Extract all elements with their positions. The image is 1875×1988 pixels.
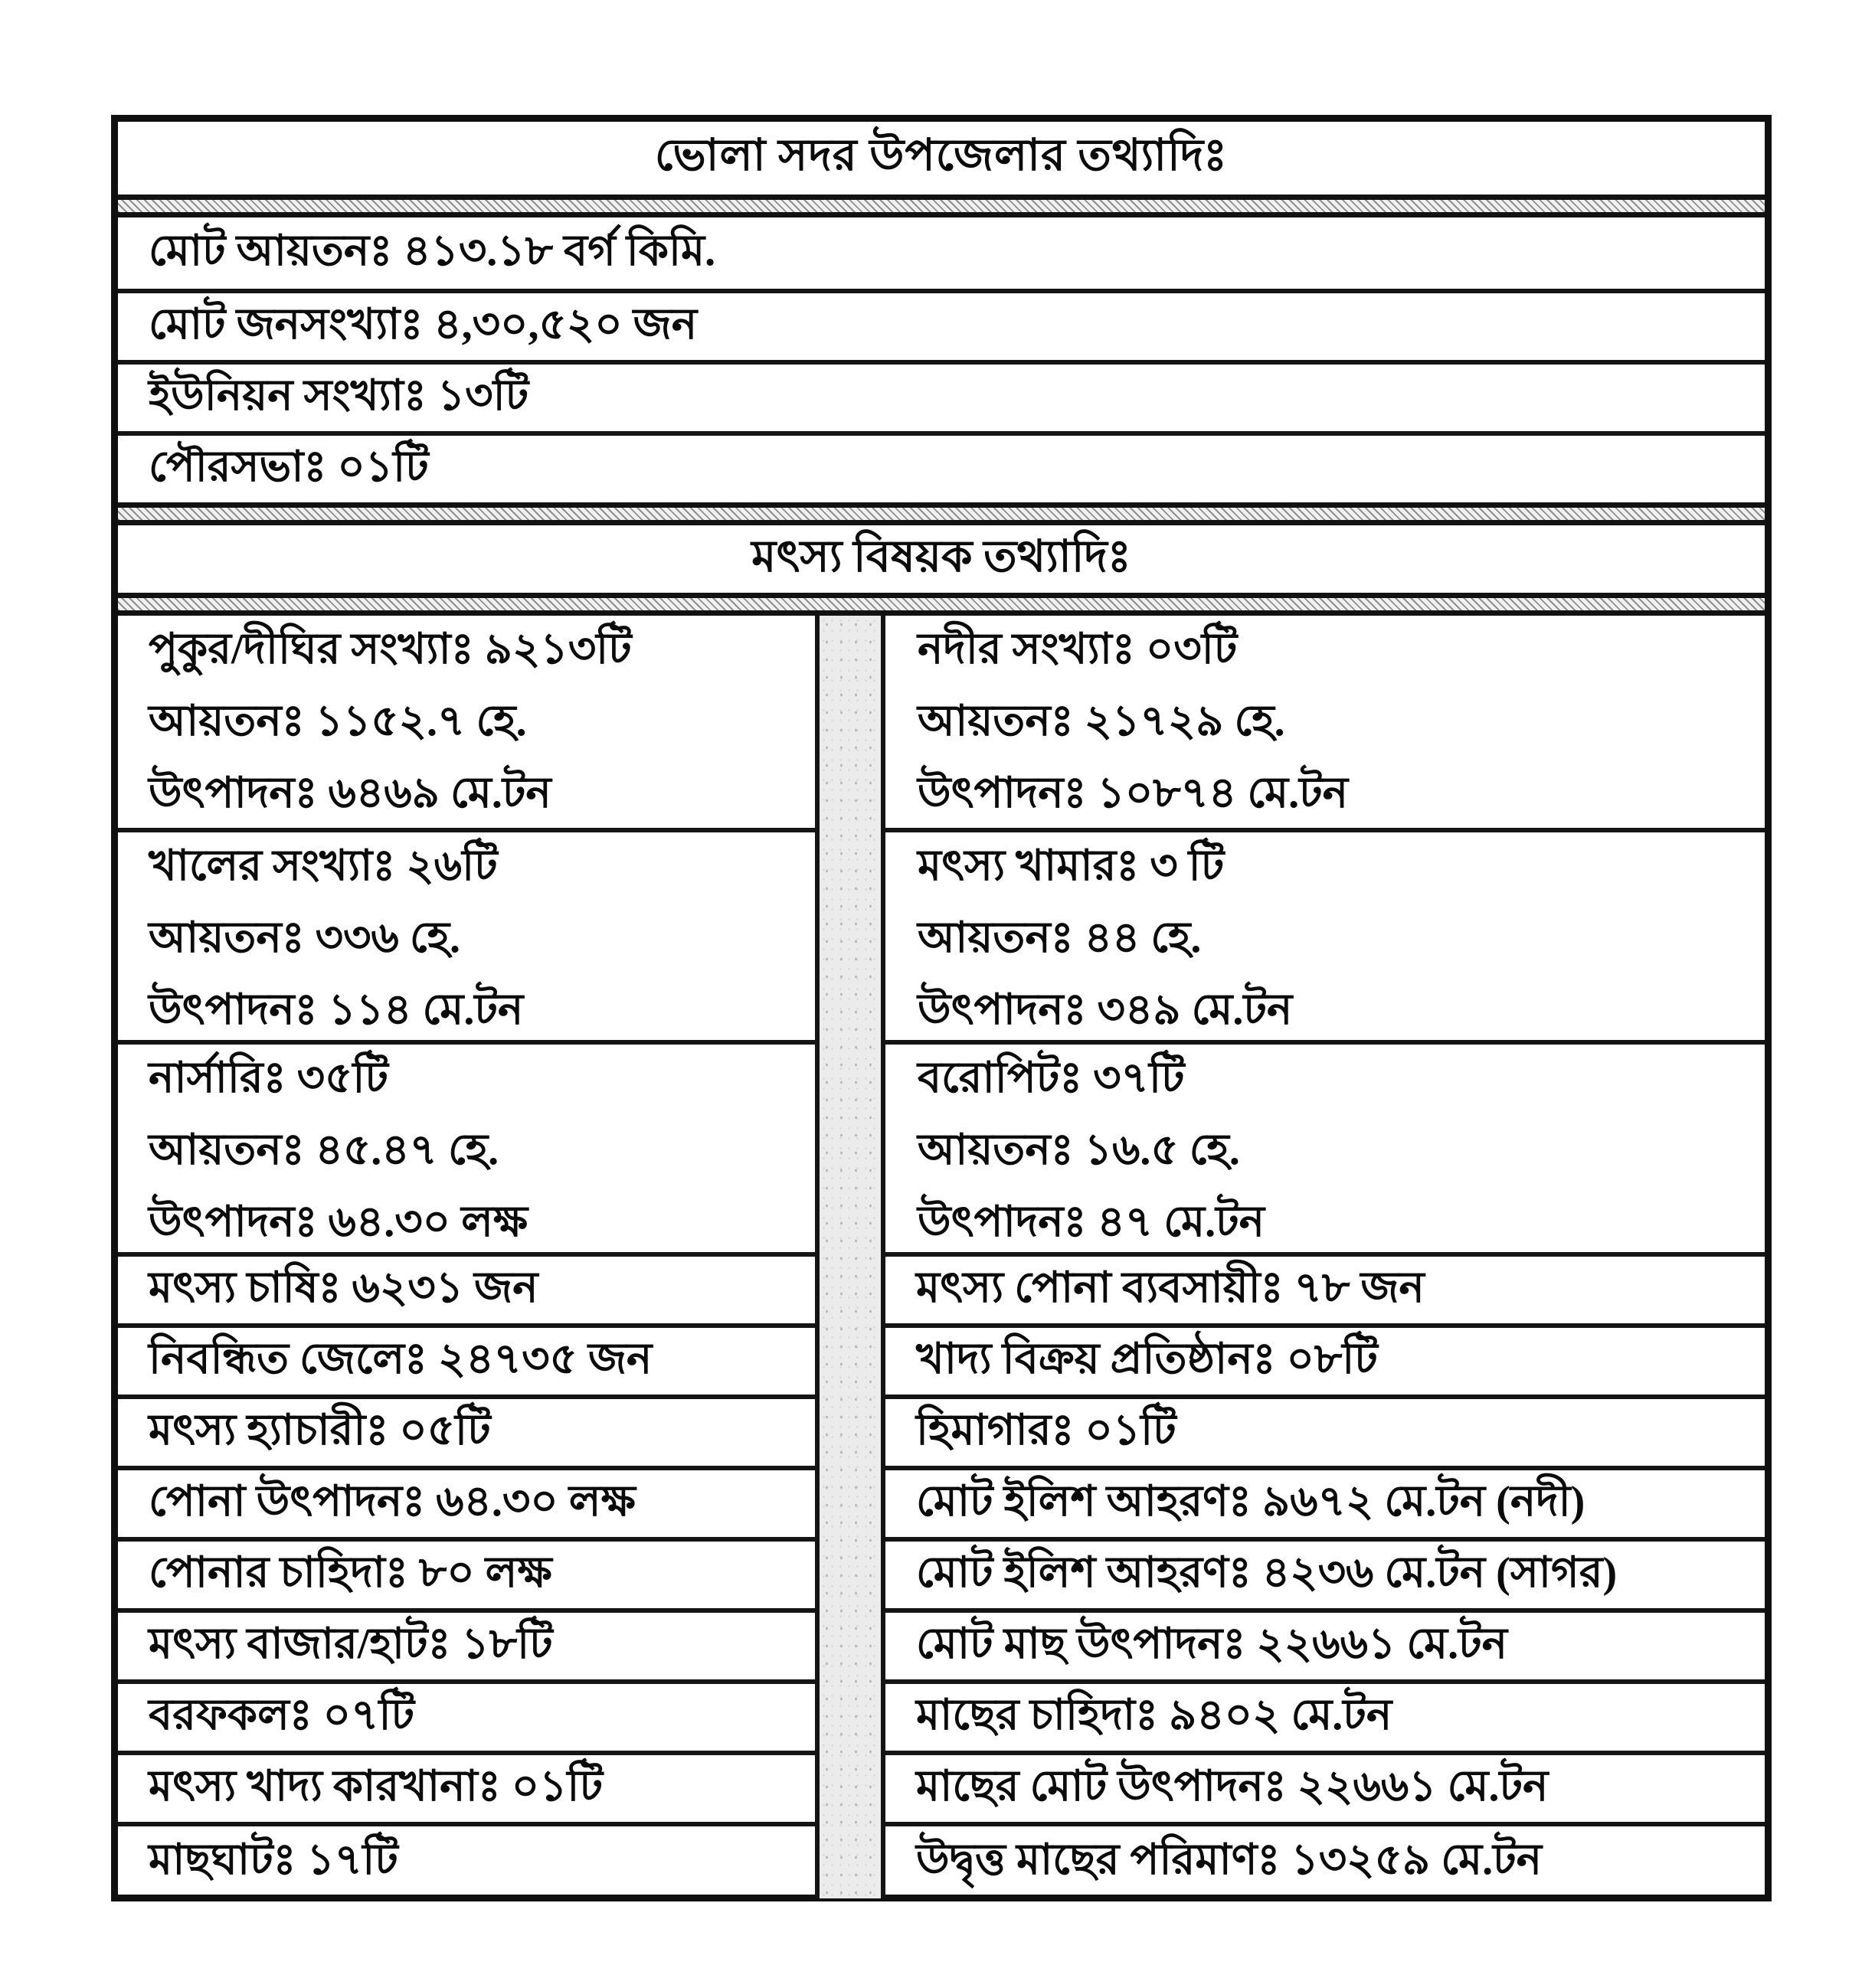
info-row — [118, 431, 1765, 502]
cell-line: নার্সারিঃ ৩৫টি — [149, 1054, 388, 1102]
grid-cell — [885, 1537, 1765, 1608]
cell-line: আয়তনঃ ১১৫২.৭ হে. — [149, 698, 527, 745]
cell-text: নিবন্ধিত জেলেঃ ২৪৭৩৫ জন — [149, 1335, 653, 1383]
info-row-text: মোট আয়তনঃ ৪১৩.১৮ বর্গ কিমি. — [149, 227, 716, 275]
cell-text: মোট ইলিশ আহরণঃ ৪২৩৬ মে.টন (সাগর) — [916, 1548, 1618, 1597]
cell-text: মোট মাছ উৎপাদনঃ ২২৬৬১ মে.টন — [916, 1620, 1508, 1668]
grid-cell — [118, 1466, 815, 1537]
cell-line: উৎপাদনঃ ১০৮৭৪ মে.টন — [918, 770, 1349, 817]
cell-line: মৎস্য খামারঃ ৩ টি — [918, 842, 1225, 890]
grid-cell — [118, 828, 815, 1040]
cell-text: মাছের চাহিদাঃ ৯৪০২ মে.টন — [916, 1691, 1392, 1739]
cell-line: উৎপাদনঃ ১১৪ মে.টন — [149, 986, 524, 1034]
separator-band-top — [118, 195, 1765, 217]
cell-text: উদ্বৃত্ত মাছের পরিমাণঃ ১৩২৫৯ মে.টন — [916, 1836, 1543, 1884]
grid-cell — [885, 1323, 1765, 1395]
cell-text: মৎস্য হ্যাচারীঃ ০৫টি — [149, 1406, 491, 1454]
grid-cell — [118, 1608, 815, 1679]
grid-cell — [118, 1040, 815, 1252]
cell-line: উৎপাদনঃ ৪৭ মে.টন — [918, 1198, 1265, 1246]
column-gutter — [815, 616, 885, 1898]
cell-line: উৎপাদনঃ ৬৪৬৯ মে.টন — [149, 770, 551, 817]
cell-line: আয়তনঃ ৪৫.৪৭ হে. — [149, 1126, 499, 1174]
grid-cell — [118, 1822, 815, 1898]
info-row — [118, 289, 1765, 360]
cell-line: নদীর সংখ্যাঃ ০৩টি — [918, 626, 1238, 673]
grid-cell — [885, 828, 1765, 1040]
info-row-text: মোট জনসংখ্যাঃ ৪,৩০,৫২০ জন — [149, 300, 698, 348]
grid-cell — [118, 1395, 815, 1466]
grid-cell — [885, 1822, 1765, 1898]
info-row-text: পৌরসভাঃ ০১টি — [149, 443, 429, 491]
grid-cell — [885, 1252, 1765, 1323]
cell-line: বরোপিটঃ ৩৭টি — [918, 1054, 1185, 1102]
upazila-info-table — [111, 115, 1772, 1901]
doc-title: ভোলা সদর উপজেলার তথ্যাদিঃ — [654, 130, 1229, 180]
cell-line: উৎপাদনঃ ৬৪.৩০ লক্ষ — [149, 1198, 528, 1246]
general-info-rows — [118, 217, 1765, 502]
grid-cell — [118, 1537, 815, 1608]
cell-text: মৎস্য পোনা ব্যবসায়ীঃ ৭৮ জন — [916, 1264, 1425, 1312]
cell-text: হিমাগারঃ ০১টি — [916, 1406, 1176, 1454]
cell-text: মৎস্য খাদ্য কারখানাঃ ০১টি — [149, 1762, 603, 1810]
cell-text: মৎস্য বাজার/হাটঃ ১৮টি — [149, 1620, 553, 1668]
cell-line: আয়তনঃ ৪৪ হে. — [918, 914, 1202, 962]
cell-text: পোনা উৎপাদনঃ ৬৪.৩০ লক্ষ — [149, 1477, 636, 1525]
grid-cell — [118, 616, 815, 828]
cell-line: আয়তনঃ ৩৩৬ হে. — [149, 914, 460, 962]
cell-text: মোট ইলিশ আহরণঃ ৯৬৭২ মে.টন (নদী) — [916, 1477, 1585, 1525]
separator-band-bottom — [118, 593, 1765, 616]
grid-cell — [885, 1395, 1765, 1466]
info-row — [118, 360, 1765, 431]
grid-cell — [885, 1466, 1765, 1537]
cell-line: উৎপাদনঃ ৩৪৯ মে.টন — [918, 986, 1293, 1034]
info-row-text: ইউনিয়ন সংখ্যাঃ ১৩টি — [149, 371, 529, 420]
cell-line: আয়তনঃ ২১৭২৯ হে. — [918, 698, 1285, 745]
cell-text: মাছের মোট উৎপাদনঃ ২২৬৬১ মে.টন — [916, 1762, 1549, 1810]
grid-cell — [118, 1323, 815, 1395]
grid-cell — [118, 1252, 815, 1323]
cell-line: খালের সংখ্যাঃ ২৬টি — [149, 842, 498, 890]
grid-cell — [885, 1040, 1765, 1252]
grid-cell — [885, 616, 1765, 828]
cell-text: মৎস্য চাষিঃ ৬২৩১ জন — [149, 1264, 538, 1312]
cell-text: খাদ্য বিক্রয় প্রতিষ্ঠানঃ ০৮টি — [916, 1335, 1378, 1383]
cell-text: মাছঘাটঃ ১৭টি — [149, 1836, 398, 1884]
grid-cell — [118, 1679, 815, 1751]
fisheries-section-title: মৎস্য বিষয়ক তথ্যাদিঃ — [751, 531, 1131, 581]
grid-cell — [885, 1679, 1765, 1751]
cell-line: আয়তনঃ ১৬.৫ হে. — [918, 1126, 1240, 1174]
cell-text: বরফকলঃ ০৭টি — [149, 1691, 415, 1739]
fisheries-grid — [118, 616, 1765, 1898]
cell-text: পোনার চাহিদাঃ ৮০ লক্ষ — [149, 1548, 552, 1597]
cell-line: পুকুর/দীঘির সংখ্যাঃ ৯২১৩টি — [149, 626, 632, 673]
grid-cell — [118, 1751, 815, 1822]
info-row — [118, 217, 1765, 289]
grid-cell — [885, 1751, 1765, 1822]
grid-cell — [885, 1608, 1765, 1679]
